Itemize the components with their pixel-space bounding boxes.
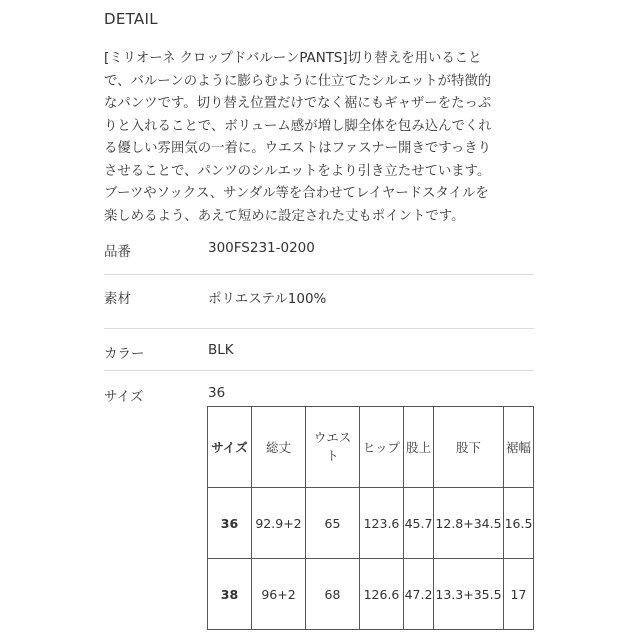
description-line: る優しい雰囲気の一着に。ウエストはファスナー開きですっきり (104, 141, 491, 156)
size-header-cell: 裾幅 (504, 407, 534, 488)
description-line: ブーツやソックス、サンダル等を合わせてレイヤードスタイルを (104, 186, 489, 201)
size-cell: 13.3+35.5 (434, 559, 504, 630)
table-row (208, 488, 534, 559)
size-header-cell: 股上 (404, 407, 434, 488)
size-cell: 47.2 (404, 559, 434, 630)
spec-row-size (104, 385, 534, 405)
size-table (207, 406, 534, 630)
size-table-header-row (208, 407, 534, 488)
product-description (104, 48, 544, 228)
waist-header-line: ウエス (313, 430, 352, 445)
description-line: なパンツです。切り替え位置だけでなく裾にもギャザーをたっぷ (104, 96, 492, 111)
size-cell: 68 (306, 559, 360, 630)
size-cell: 17 (504, 559, 534, 630)
size-cell: 38 (208, 559, 252, 630)
spec-value: 36 (208, 385, 226, 401)
spec-row-material (104, 287, 534, 329)
spec-row-color (104, 342, 534, 371)
size-header-cell-waist (306, 407, 360, 488)
spec-value: ポリエステル100% (208, 291, 327, 307)
size-cell: 92.9+2 (252, 488, 306, 559)
size-header-cell: 股下 (434, 407, 504, 488)
spec-value: 300FS231-0200 (208, 240, 315, 256)
size-cell: 123.6 (360, 488, 404, 559)
waist-header-line: ト (326, 448, 339, 463)
spec-value: BLK (208, 342, 234, 358)
size-cell: 45.7 (404, 488, 434, 559)
size-cell: 126.6 (360, 559, 404, 630)
description-line: [ミリオーネ クロップドバルーンPANTS]切り替えを用いること (104, 51, 482, 66)
size-header-cell: 総丈 (252, 407, 306, 488)
description-line: させることで、パンツのシルエットをより引き立たせています。 (104, 163, 491, 179)
description-line: 楽しめるよう、あえて短めに設定された丈もポイントです。 (104, 208, 465, 224)
size-header-cell: ヒップ (360, 407, 404, 488)
size-cell: 65 (306, 488, 360, 559)
size-cell: 12.8+34.5 (434, 488, 504, 559)
spec-label: カラー (104, 346, 145, 362)
size-cell: 16.5 (504, 488, 534, 559)
detail-heading: DETAIL (104, 10, 158, 28)
spec-label: 素材 (104, 291, 131, 307)
description-line: で、バルーンのように膨らむように仕立てたシルエットが特徴的 (104, 73, 492, 89)
size-cell: 36 (208, 488, 252, 559)
size-header-cell: サイズ (208, 407, 252, 488)
spec-label: 品番 (104, 244, 131, 260)
size-cell: 96+2 (252, 559, 306, 630)
description-line: りと入れることで、ボリューム感が増し脚全体を包み込んでくれ (104, 118, 492, 134)
table-row (208, 559, 534, 630)
spec-row-product-number (104, 240, 534, 275)
spec-label: サイズ (104, 389, 144, 405)
